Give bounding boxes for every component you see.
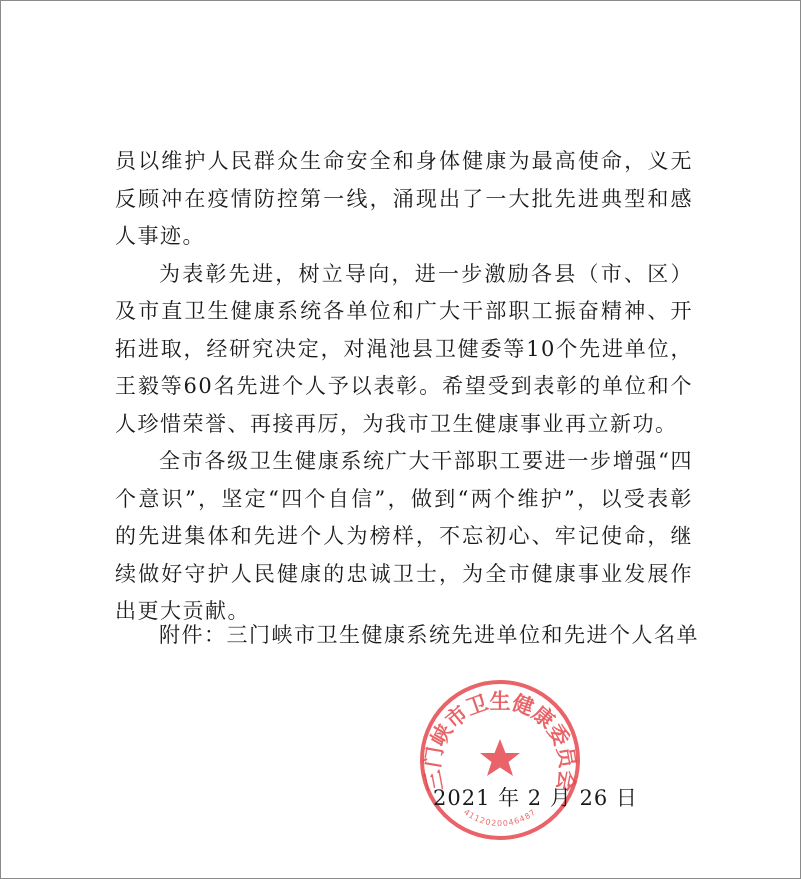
paragraph-3: 全市各级卫生健康系统广大干部职工要进一步增强“四个意识”，坚定“四个自信”，做到“两个维护”，以受表彰的先进集体和先进个人为榜样，不忘初心、牢记使命，继续做好守护人民健康的忠诚卫士，为全市健康事业发展作出更大贡献。 <box>115 449 693 623</box>
paragraph-2: 为表彰先进，树立导向，进一步激励各县（市、区）及市直卫生健康系统各单位和广大干部职工振奋精神、开拓进取，经研究决定，对渑池县卫健委等10个先进单位，王毅等60名先进个人予以表彰。希望受到表彰的单位和个人珍惜荣誉、再接再厉，为我市卫生健康事业再立新功。 <box>115 261 693 436</box>
official-seal-icon <box>417 677 583 843</box>
seal-text: 三门峡市卫生健康委员会 <box>420 689 580 794</box>
body-text <box>115 143 693 631</box>
seal-code: 4112020046487 <box>462 807 538 829</box>
attachment-line: 附件：三门峡市卫生健康系统先进单位和先进个人名单 <box>159 623 699 647</box>
document-date: 2021 年 2 月 26 日 <box>433 786 638 810</box>
paragraph-1: 员以维护人民群众生命安全和身体健康为最高使命，义无反顾冲在疫情防控第一线，涌现出了一大批先进典型和感人事迹。 <box>115 149 693 248</box>
